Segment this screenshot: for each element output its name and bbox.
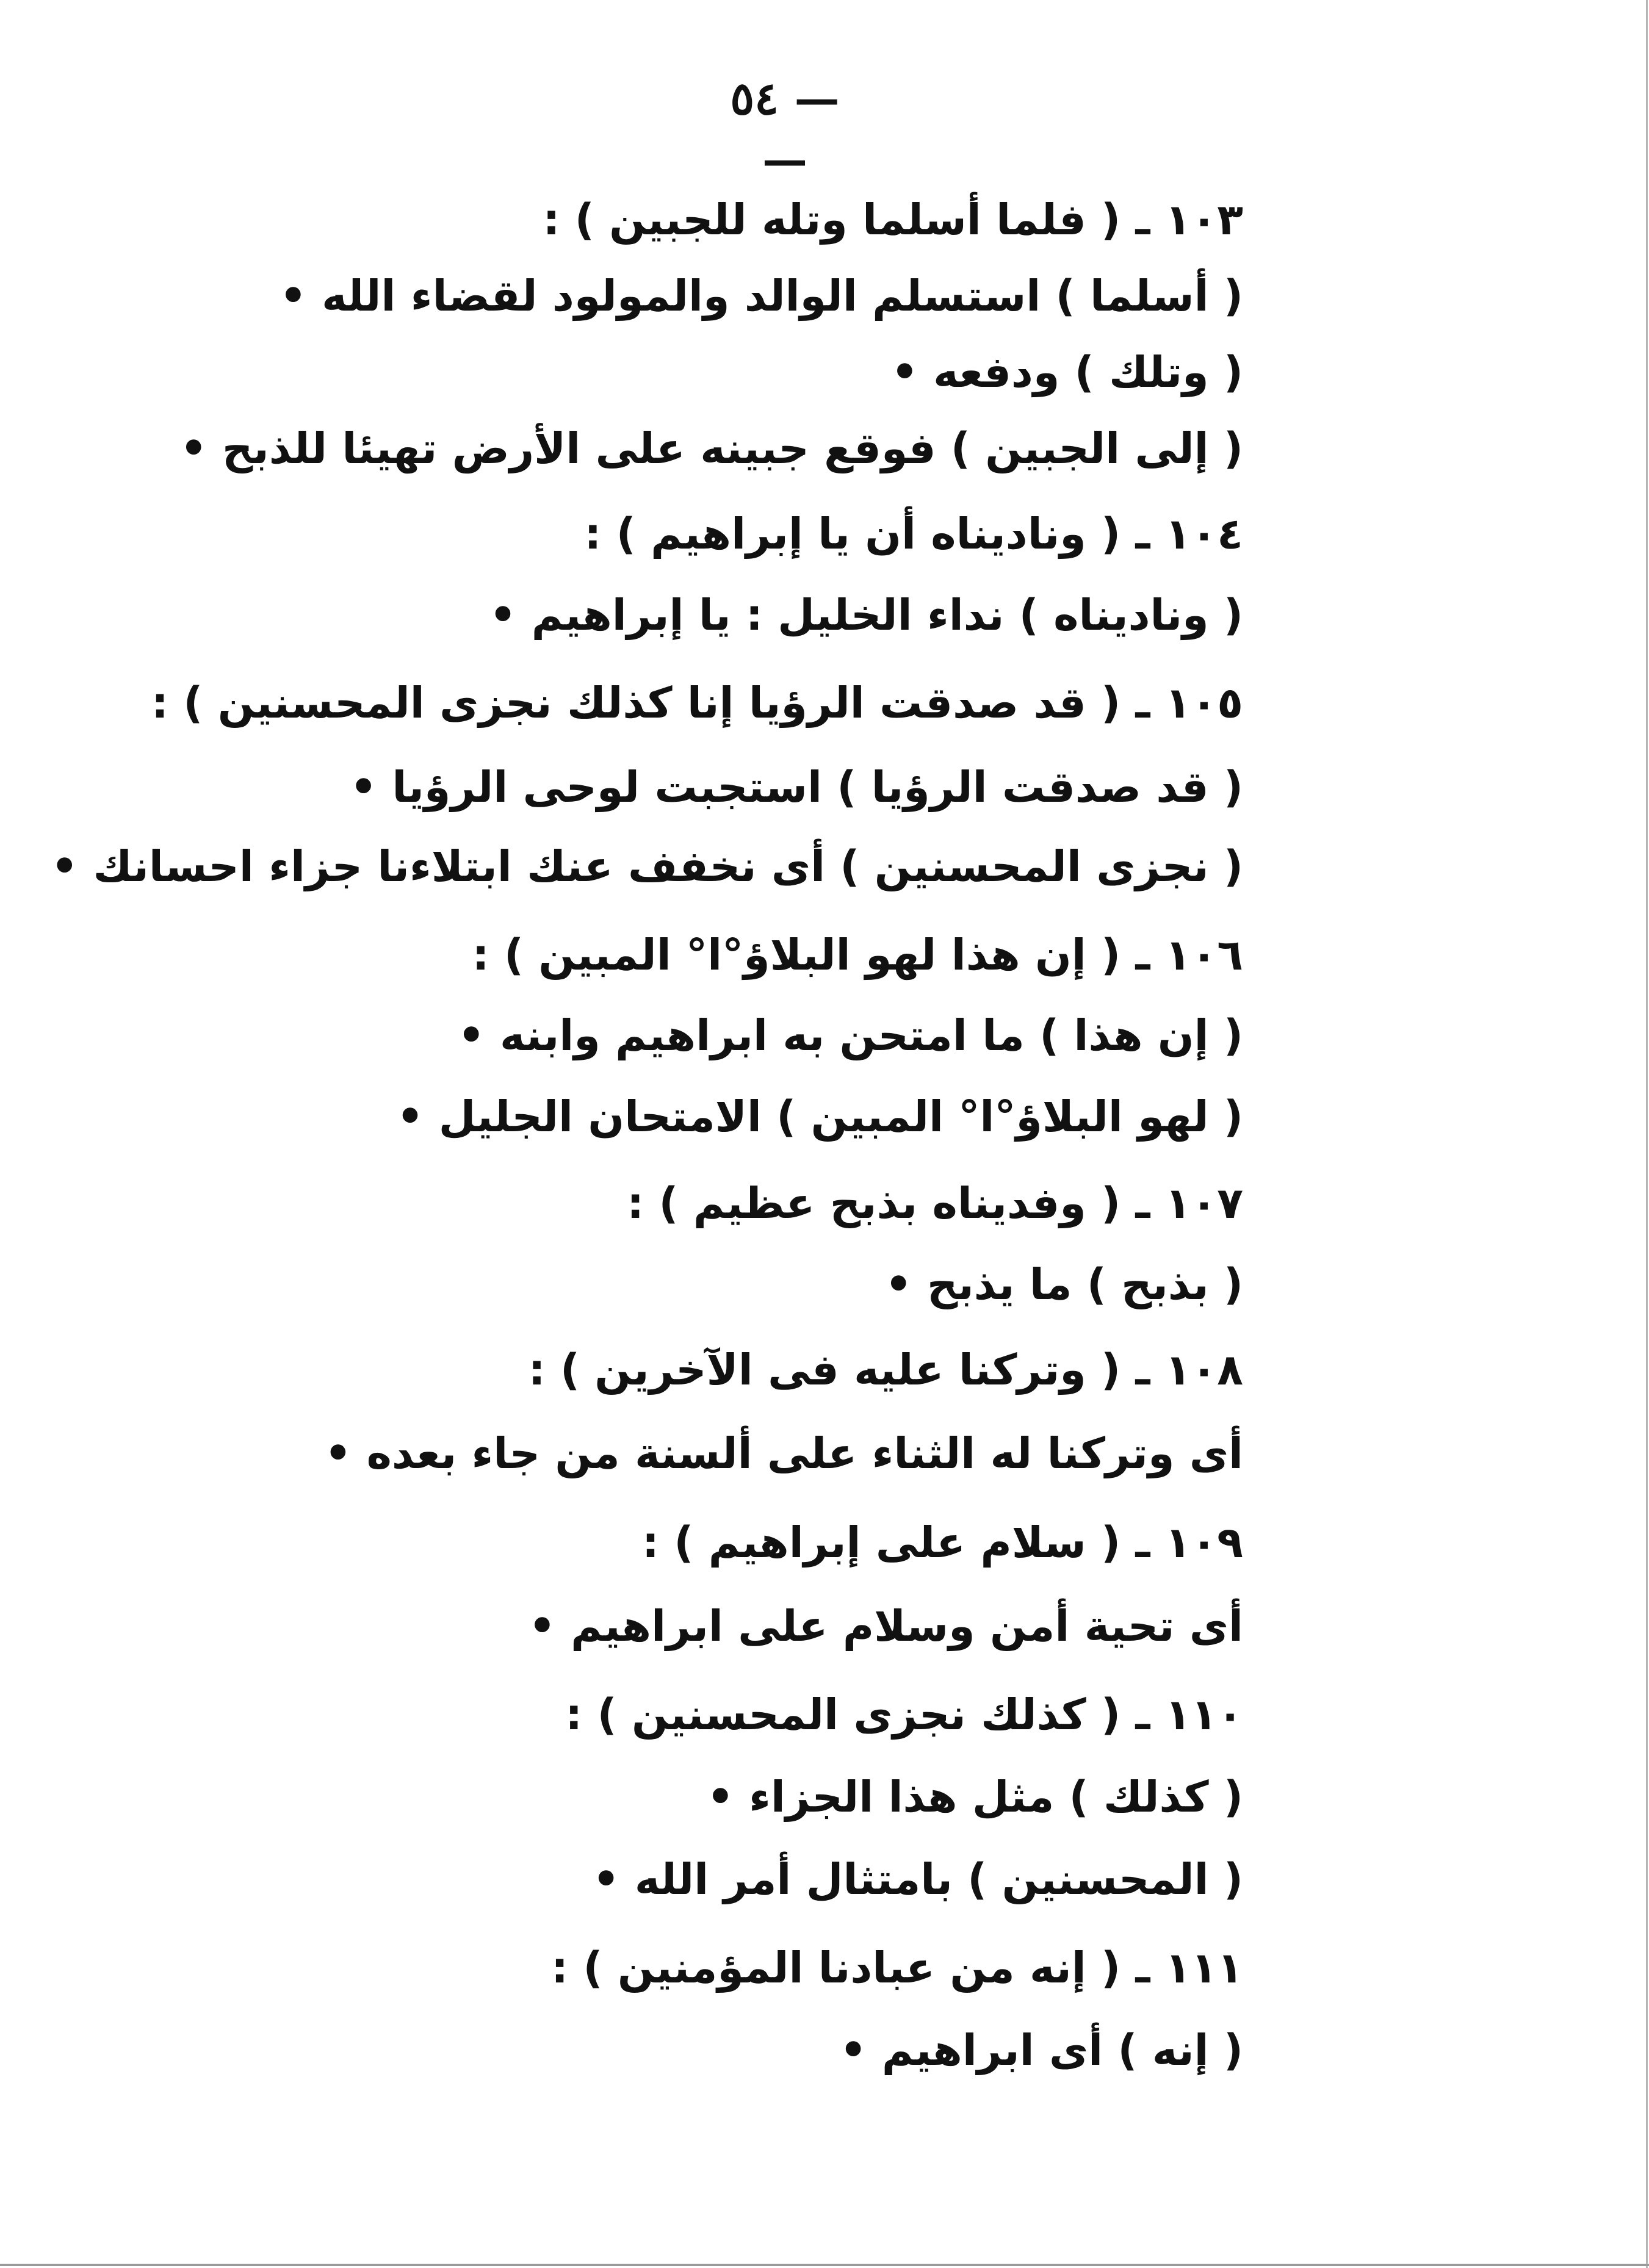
- verse-heading-105: ١٠٥ ـ ( قد صدقت الرؤيا إنا كذلك نجزى المحسنين ) :: [151, 678, 1243, 728]
- commentary-line: ( لهو البلاؤ°ا° المبين ) الامتحان الجليل •: [396, 1092, 1243, 1142]
- commentary-line: ( إنه ) أى ابراهيم •: [839, 2025, 1243, 2075]
- verse-heading-109: ١٠٩ ـ ( سلام على إبراهيم ) :: [641, 1517, 1243, 1568]
- verse-heading-107: ١٠٧ ـ ( وفديناه بذبح عظيم ) :: [627, 1178, 1243, 1228]
- page-edge-right: [1646, 0, 1648, 2268]
- verse-heading-104: ١٠٤ ـ ( وناديناه أن يا إبراهيم ) :: [584, 509, 1243, 559]
- commentary-line: ( وناديناه ) نداء الخليل : يا إبراهيم •: [489, 590, 1243, 640]
- commentary-line: أى وتركنا له الثناء على ألسنة من جاء بعده •: [324, 1428, 1243, 1478]
- verse-heading-108: ١٠٨ ـ ( وتركنا عليه فى الآخرين ) :: [528, 1345, 1243, 1395]
- page-edge-bottom: [0, 2264, 1649, 2266]
- commentary-line: ( أسلما ) استسلم الوالد والمولود لقضاء الله •: [280, 271, 1243, 321]
- commentary-line: ( المحسنين ) بامتثال أمر الله •: [592, 1854, 1243, 1904]
- verse-heading-103: ١٠٣ ـ ( فلما أسلما وتله للجبين ) :: [543, 195, 1243, 245]
- commentary-line: أى تحية أمن وسلام على ابراهيم •: [528, 1601, 1243, 1651]
- verse-heading-106: ١٠٦ ـ ( إن هذا لهو البلاؤ°ا° المبين ) :: [472, 930, 1243, 980]
- commentary-line: ( وتلك ) ودفعه •: [891, 347, 1243, 397]
- verse-heading-111: ١١١ ـ ( إنه من عبادنا المؤمنين ) :: [551, 1943, 1243, 1993]
- commentary-line: ( إلى الجبين ) فوقع جبينه على الأرض تهيئا للذبح •: [179, 423, 1243, 473]
- verse-heading-110: ١١٠ ـ ( كذلك نجزى المحسنين ) :: [565, 1690, 1243, 1740]
- commentary-line: ( كذلك ) مثل هذا الجزاء •: [707, 1772, 1243, 1822]
- page-number: — ٥٤ —: [730, 73, 840, 186]
- commentary-line: ( بذبح ) ما يذبح •: [884, 1259, 1243, 1309]
- commentary-line: ( إن هذا ) ما امتحن به ابراهيم وابنه •: [457, 1010, 1243, 1060]
- commentary-line: ( نجزى المحسنين ) أى نخفف عنك ابتلاءنا جزاء احسانك •: [51, 841, 1243, 891]
- commentary-line: ( قد صدقت الرؤيا ) استجبت لوحى الرؤيا •: [350, 762, 1243, 812]
